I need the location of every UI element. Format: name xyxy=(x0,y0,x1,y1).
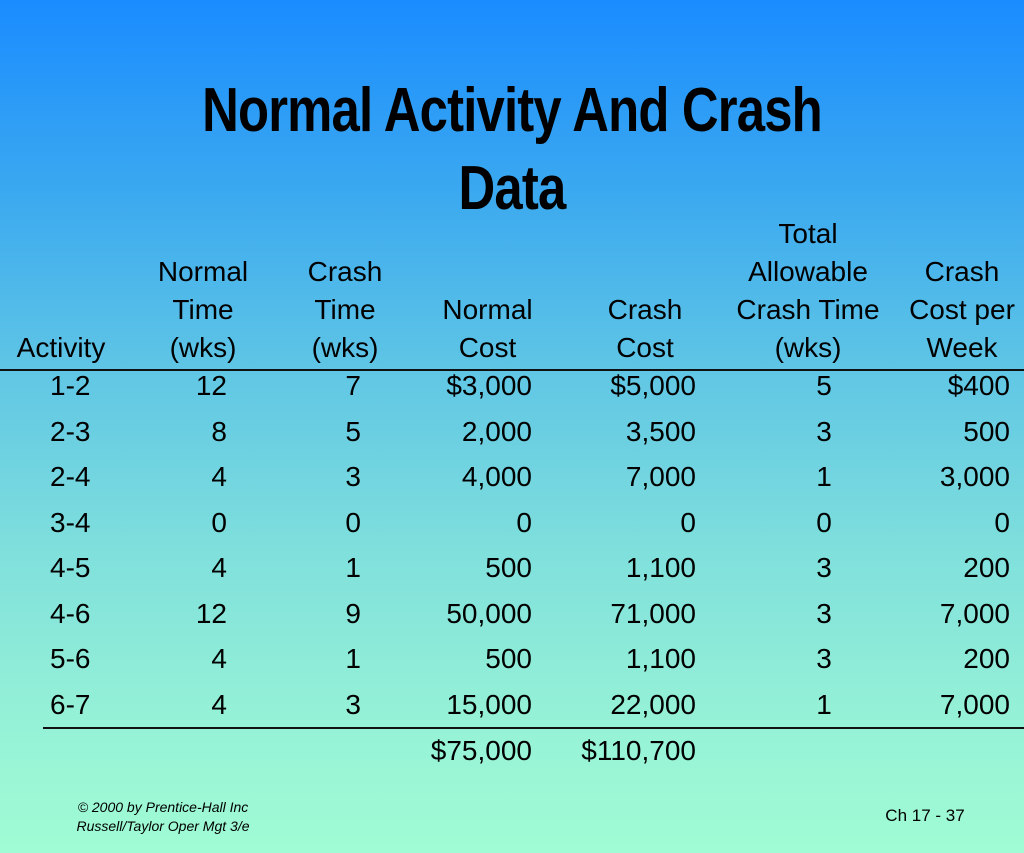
slide-title-line-1: Normal Activity And Crash xyxy=(202,76,822,145)
header-crash-cost-per-week-line: Cost per xyxy=(909,294,1015,325)
cell-crash-cost-per-week: 200 xyxy=(963,552,1010,583)
cell-normal-time: 4 xyxy=(211,552,227,583)
cell-activity: 2-4 xyxy=(50,461,91,492)
header-crash-cost-per-week xyxy=(900,253,1024,367)
cell-crash-cost-per-week: 500 xyxy=(963,416,1010,447)
header-total-allowable-crash-time xyxy=(722,215,894,367)
slide-title xyxy=(92,72,932,228)
header-total-allowable-line: Crash Time xyxy=(736,294,880,325)
cell-crash-time: 1 xyxy=(345,643,361,674)
header-crash-cost xyxy=(585,291,705,367)
cell-total-allowable: 3 xyxy=(816,416,832,447)
cell-normal-time: 12 xyxy=(195,598,227,629)
header-crash-time-line: Time xyxy=(314,294,376,325)
header-total-allowable-line: Total xyxy=(778,218,838,249)
header-crash-time-line: Crash xyxy=(307,256,383,287)
header-total-allowable-line: (wks) xyxy=(774,332,842,363)
cell-normal-cost: $3,000 xyxy=(446,370,532,401)
cell-normal-cost: 50,000 xyxy=(446,598,532,629)
cell-crash-time: 3 xyxy=(345,461,361,492)
cell-crash-cost-per-week: 7,000 xyxy=(939,598,1010,629)
cell-crash-time: 3 xyxy=(345,689,361,720)
cell-total-allowable: 0 xyxy=(816,507,832,538)
header-normal-cost xyxy=(425,291,550,367)
cell-activity: 4-6 xyxy=(50,598,91,629)
cell-normal-time: 4 xyxy=(211,461,227,492)
cell-normal-cost: 15,000 xyxy=(446,689,532,720)
slide-title-line-2: Data xyxy=(458,154,566,223)
cell-crash-time: 9 xyxy=(345,598,361,629)
header-normal-time-line: Normal xyxy=(157,256,249,287)
cell-crash-cost-per-week: 0 xyxy=(994,507,1010,538)
cell-total-allowable: 3 xyxy=(816,598,832,629)
header-crash-cost-per-week-line: Week xyxy=(926,332,998,363)
cell-crash-time: 7 xyxy=(345,370,361,401)
cell-crash-cost: 0 xyxy=(680,507,696,538)
header-total-allowable-line: Allowable xyxy=(748,256,868,287)
total-normal-cost: $75,000 xyxy=(430,735,532,766)
header-activity-line: Activity xyxy=(16,332,106,363)
cell-normal-cost: 4,000 xyxy=(461,461,532,492)
cell-crash-cost: 71,000 xyxy=(610,598,696,629)
cell-activity: 1-2 xyxy=(50,370,91,401)
cell-crash-cost: 3,500 xyxy=(625,416,696,447)
cell-normal-cost: 500 xyxy=(485,643,532,674)
cell-activity: 2-3 xyxy=(50,416,91,447)
cell-crash-time: 5 xyxy=(345,416,361,447)
cell-crash-cost-per-week: $400 xyxy=(947,370,1010,401)
copyright-line-2: Russell/Taylor Oper Mgt 3/e xyxy=(76,818,250,834)
cell-normal-time: 4 xyxy=(211,643,227,674)
cell-activity: 5-6 xyxy=(50,643,91,674)
cell-normal-time: 4 xyxy=(211,689,227,720)
cell-normal-time: 12 xyxy=(195,370,227,401)
header-normal-time-line: (wks) xyxy=(169,332,237,363)
cell-total-allowable: 3 xyxy=(816,552,832,583)
cell-total-allowable: 3 xyxy=(816,643,832,674)
cell-normal-time: 8 xyxy=(211,416,227,447)
header-crash-cost-per-week-line: Crash xyxy=(924,256,1000,287)
total-crash-cost: $110,700 xyxy=(581,735,696,766)
totals-divider xyxy=(43,727,1024,729)
cell-crash-cost: $5,000 xyxy=(610,370,696,401)
cell-normal-cost: 2,000 xyxy=(461,416,532,447)
cell-crash-cost: 1,100 xyxy=(625,552,696,583)
cell-crash-cost: 1,100 xyxy=(625,643,696,674)
cell-activity: 6-7 xyxy=(50,689,91,720)
header-crash-time-line: (wks) xyxy=(311,332,379,363)
header-crash-cost-line: Cost xyxy=(616,332,674,363)
cell-normal-cost: 0 xyxy=(516,507,532,538)
cell-total-allowable: 1 xyxy=(816,461,832,492)
copyright-notice xyxy=(58,798,268,836)
cell-normal-cost: 500 xyxy=(485,552,532,583)
cell-normal-time: 0 xyxy=(211,507,227,538)
header-normal-cost-line: Normal xyxy=(442,294,533,325)
header-crash-time xyxy=(290,253,400,367)
cell-total-allowable: 5 xyxy=(816,370,832,401)
slide-number: Ch 17 - 37 xyxy=(885,806,965,825)
header-normal-time-line: Time xyxy=(172,294,234,325)
copyright-line-1: © 2000 by Prentice-Hall Inc xyxy=(77,799,249,815)
cell-crash-cost-per-week: 7,000 xyxy=(939,689,1010,720)
cell-activity: 3-4 xyxy=(50,507,91,538)
cell-crash-time: 1 xyxy=(345,552,361,583)
header-crash-cost-line: Crash xyxy=(607,294,683,325)
cell-crash-cost: 22,000 xyxy=(610,689,696,720)
cell-crash-cost: 7,000 xyxy=(625,461,696,492)
header-normal-cost-line: Cost xyxy=(458,332,517,363)
cell-crash-cost-per-week: 3,000 xyxy=(939,461,1010,492)
header-normal-time xyxy=(143,253,263,367)
cell-crash-time: 0 xyxy=(345,507,361,538)
header-activity xyxy=(5,329,117,367)
cell-crash-cost-per-week: 200 xyxy=(963,643,1010,674)
cell-total-allowable: 1 xyxy=(816,689,832,720)
cell-activity: 4-5 xyxy=(50,552,91,583)
